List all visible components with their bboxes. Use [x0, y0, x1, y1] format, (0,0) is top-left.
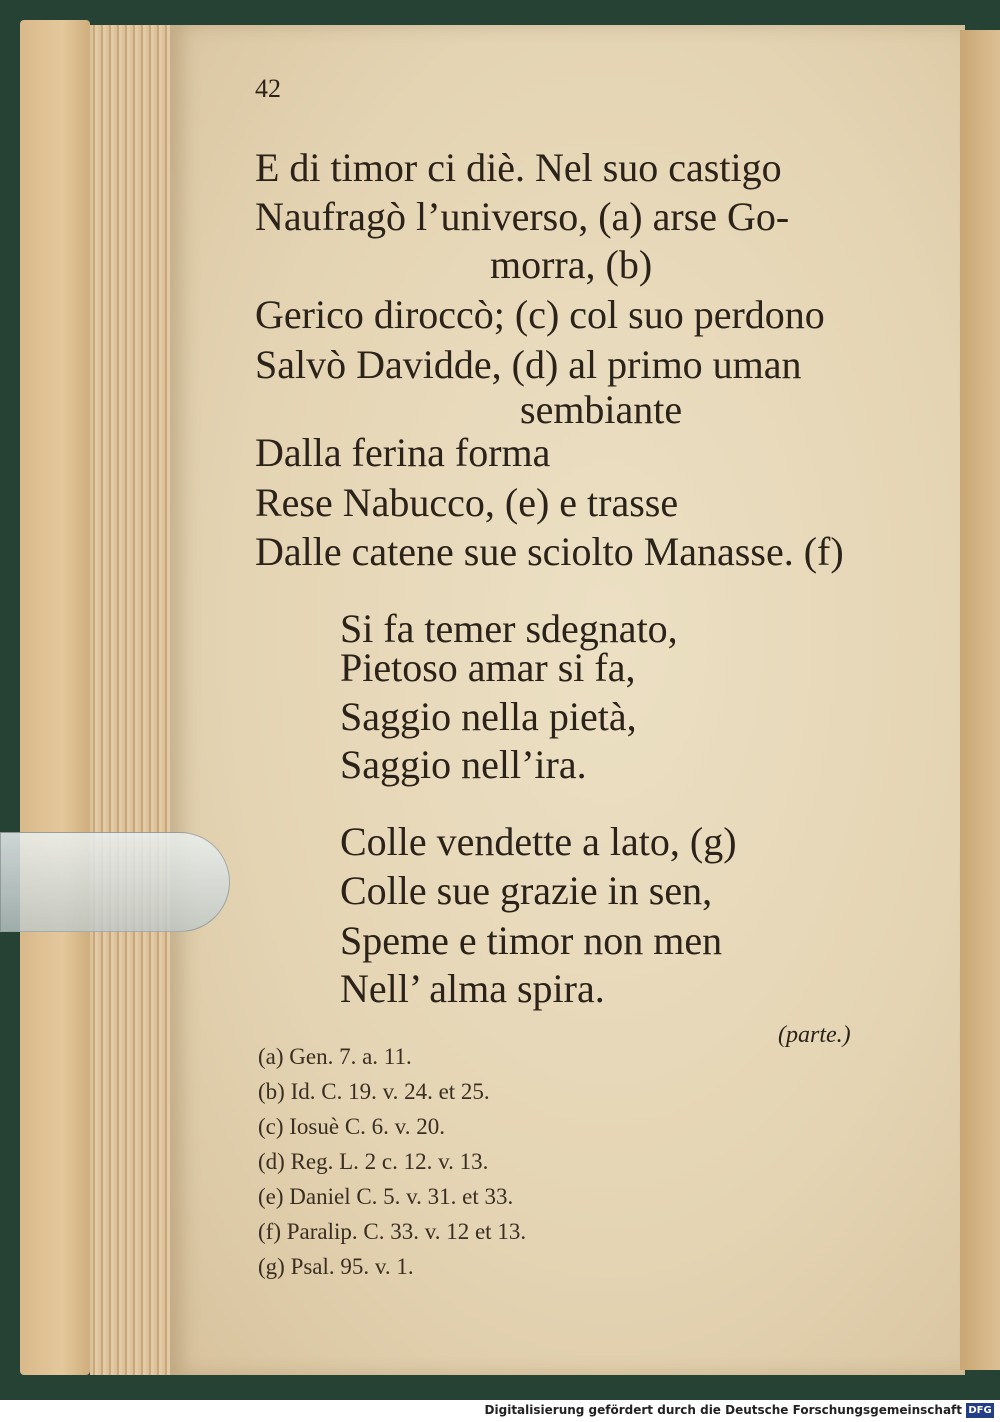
verse-line: Saggio nella pietà,: [340, 694, 637, 739]
book-cover-edge: [20, 20, 90, 1375]
verse-line: Saggio nell’ira.: [340, 742, 587, 787]
footnote: (f) Paralip. C. 33. v. 12 et 13.: [258, 1219, 527, 1244]
verse-line: morra, (b): [490, 242, 653, 287]
verse-line: Si fa temer sdegnato,: [340, 606, 678, 651]
footer-credit: Digitalisierung gefördert durch die Deutsche Forschungsgemeinschaft: [484, 1403, 962, 1417]
verse-line: Dalla ferina forma: [255, 430, 551, 475]
verse-line: Speme e timor non men: [340, 918, 723, 963]
footnote: (d) Reg. L. 2 c. 12. v. 13.: [258, 1149, 489, 1174]
footnote: (a) Gen. 7. a. 11.: [258, 1044, 412, 1069]
page-stack-edge: [90, 25, 180, 1375]
verse-line: Dalle catene sue sciolto Manasse. (f): [255, 529, 844, 574]
verse-line: Colle sue grazie in sen,: [340, 868, 713, 913]
page-number: 42: [255, 74, 281, 103]
dfg-logo: DFG: [966, 1403, 994, 1418]
verse-line: Nell’ alma spira.: [340, 966, 605, 1011]
footnote: (e) Daniel C. 5. v. 31. et 33.: [258, 1184, 514, 1209]
verse-line: sembiante: [520, 387, 683, 432]
verse-line: Naufragò l’universo, (a) arse Go-: [255, 194, 790, 239]
catchword: (parte.): [778, 1022, 851, 1048]
verse-line: Rese Nabucco, (e) e trasse: [255, 480, 679, 525]
footnote: (g) Psal. 95. v. 1.: [258, 1254, 414, 1279]
opposite-page-edge: [960, 30, 1000, 1370]
verse-line: Pietoso amar si fa,: [340, 645, 636, 690]
verse-line: Gerico diroccò; (c) col suo perdono: [255, 292, 825, 337]
clear-bookmark-clip: [0, 832, 230, 932]
verse-line: E di timor ci diè. Nel suo castigo: [255, 145, 782, 190]
verse-line: Salvò Davidde, (d) al primo uman: [255, 342, 802, 387]
verse-line: Colle vendette a lato, (g): [340, 819, 737, 864]
footnote: (c) Iosuè C. 6. v. 20.: [258, 1114, 445, 1139]
footnote: (b) Id. C. 19. v. 24. et 25.: [258, 1079, 490, 1104]
